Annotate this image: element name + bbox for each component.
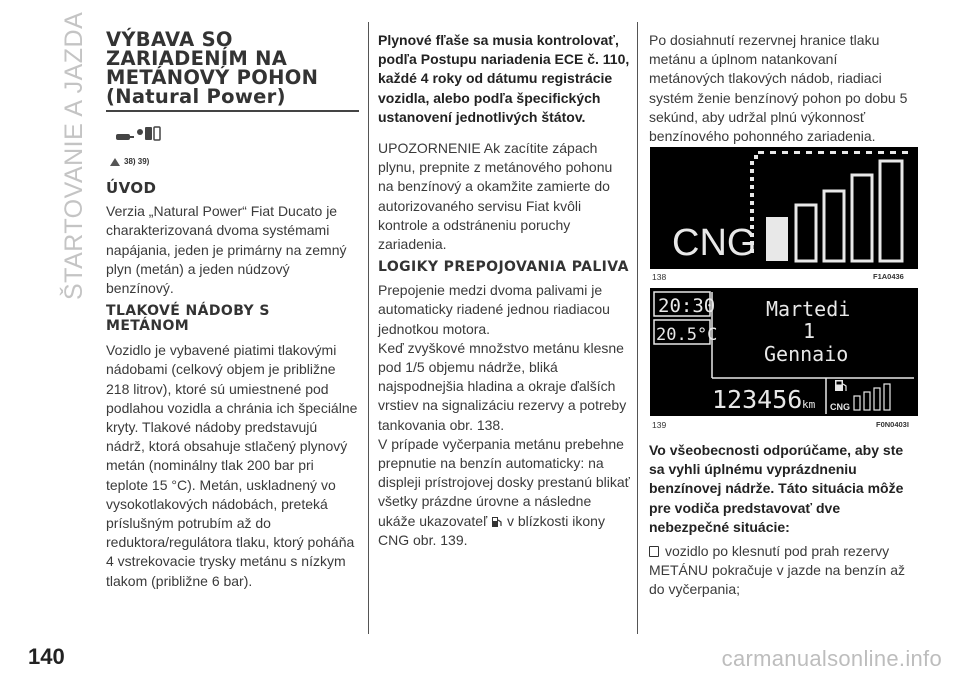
cng-label: CNG: [672, 222, 757, 264]
figure-138-code: F1A0436: [873, 272, 904, 281]
reserve-paragraph: Po dosiahnutí rezervnej hranice tlaku metánu a úplnom natankovaní metánových tlakových nádob, riadiaci systém ženie benzínový pohon po dobu 5 sekúnd, aby udržal plnú výkonnosť benzínového pohonného zariadenia.: [649, 32, 908, 145]
warning-triangle-icon: [110, 158, 120, 166]
column-3: [649, 31, 914, 146]
figure-139-number: 139: [652, 420, 667, 430]
heading-tanks: TLAKOVÉ NÁDOBY S METÁNOM: [106, 303, 270, 335]
figure-138-cng-gauge: [650, 147, 918, 269]
bullet-item: vozidlo po klesnutí pod prah rezervy METÁNU pokračuje v jazde na benzín až do vyčerpania;: [649, 543, 906, 598]
inspection-paragraph: Plynové fľaše sa musia kontrolovať, podľa Postupu nariadenia ECE č. 110, každé 4 roky od dátumu registrácie vozidla, alebo podľa špecifických ustanovení jednotlivých štátov.: [378, 32, 630, 125]
page-title: VÝBAVA SO ZARIADENÍM NA METÁNOVÝ POHON (Natural Power): [106, 28, 319, 108]
day-name: Martedi: [766, 297, 851, 321]
fuel-pump-icon: [491, 515, 503, 528]
column-1: [106, 30, 358, 591]
figure-139-code: F0N0403I: [876, 420, 909, 429]
title-rule: [106, 110, 359, 112]
empty-tank-warning: Vo všeobecnosti odporúčame, aby ste sa vyhli úplnému vyprázdneniu benzínovej nádrže. Táto situácia môže pre vodiča predstavovať dve nebezpečné situácie:: [649, 442, 904, 535]
warning-reference: 38) 39): [110, 152, 358, 171]
page-number: 140: [28, 644, 65, 669]
fuel-icons: [114, 124, 358, 146]
column-2: [378, 31, 630, 550]
fuel-pump-icon: [835, 380, 846, 391]
methane-fuel-icon: [114, 124, 162, 144]
notice-paragraph: UPOZORNENIE Ak zacítite zápach plynu, prepnite z metánového pohonu na benzínový a okamžite zamierte do autorizovaného servisu Fiat kvôli kontrole a odstráneniu poruchy zariadenia.: [378, 140, 613, 253]
switching-paragraph-1: Prepojenie medzi dvoma palivami je automaticky riadené jednou riadiacou jednotkou motora.: [378, 282, 610, 337]
figure-138-number: 138: [652, 272, 667, 282]
odometer-unit: km: [802, 398, 816, 411]
clock-readout: 20:30: [658, 295, 716, 317]
intro-paragraph: Verzia „Natural Power“ Fiat Ducato je charakterizovaná dvoma systémami napájania, jeden je primárny na zemný plyn (metán) a jeden núdzový benzínový.: [106, 203, 347, 297]
column-3-lower: [649, 441, 914, 600]
checkbox-bullet-icon: [649, 546, 659, 557]
heading-fuel-switching: LOGIKY PREPOJOVANIA PALIVA: [378, 259, 629, 276]
day-number: 1: [803, 319, 816, 343]
section-side-title: ŠTARTOVANIE A JAZDA: [60, 11, 88, 300]
tanks-paragraph: Vozidlo je vybavené piatimi tlakovými nádobami (celkový objem je približne 218 litrov), ktoré sú umiestnené pod podlahou vozidla a chránia ich špeciálne kryty. Tlakové nádoby predstavujú nádrž, ktorá obsahuje stlačený plynový metán (nominálny tlak 200 bar pri teplote 15 °C). Metán, uskladnený vo vysokotlakových nádobách, preteká príslušným potrubím až do reduktora/regulátora tlaku, ktorý poháňa 4 vstrekovacie trysky metánu s nízkym tlakom (približne 6 bar).: [106, 342, 358, 589]
watermark: carmanualsonline.info: [721, 646, 942, 671]
cng-label: CNG: [830, 402, 850, 412]
switching-paragraph-2: Keď zvyškové množstvo metánu klesne pod 1/5 objemu nádrže, bliká najspodnejšia hladina a okraje ďalších vrstiev na signalizáciu rezervy a potreby tankovania obr. 138.: [378, 339, 627, 433]
month-name: Gennaio: [764, 342, 849, 366]
odometer-readout: 123456: [712, 385, 803, 414]
instrument-display: [650, 288, 918, 416]
switching-paragraph-3: V prípade vyčerpania metánu prebehne prepnutie na benzín automaticky: na displeji prístrojovej dosky prestanú blikať všetky prázdne úrovne a následne ukáže ukazovateľ v blízkosti ikony CNG obr. 139.: [378, 435, 630, 548]
temperature-readout: 20.5°C: [656, 325, 718, 345]
heading-intro: ÚVOD: [106, 179, 157, 198]
column-divider: [637, 22, 638, 634]
cng-gauge-display: [650, 147, 918, 269]
figure-139-instrument-display: [650, 288, 918, 416]
column-divider: [368, 22, 369, 634]
